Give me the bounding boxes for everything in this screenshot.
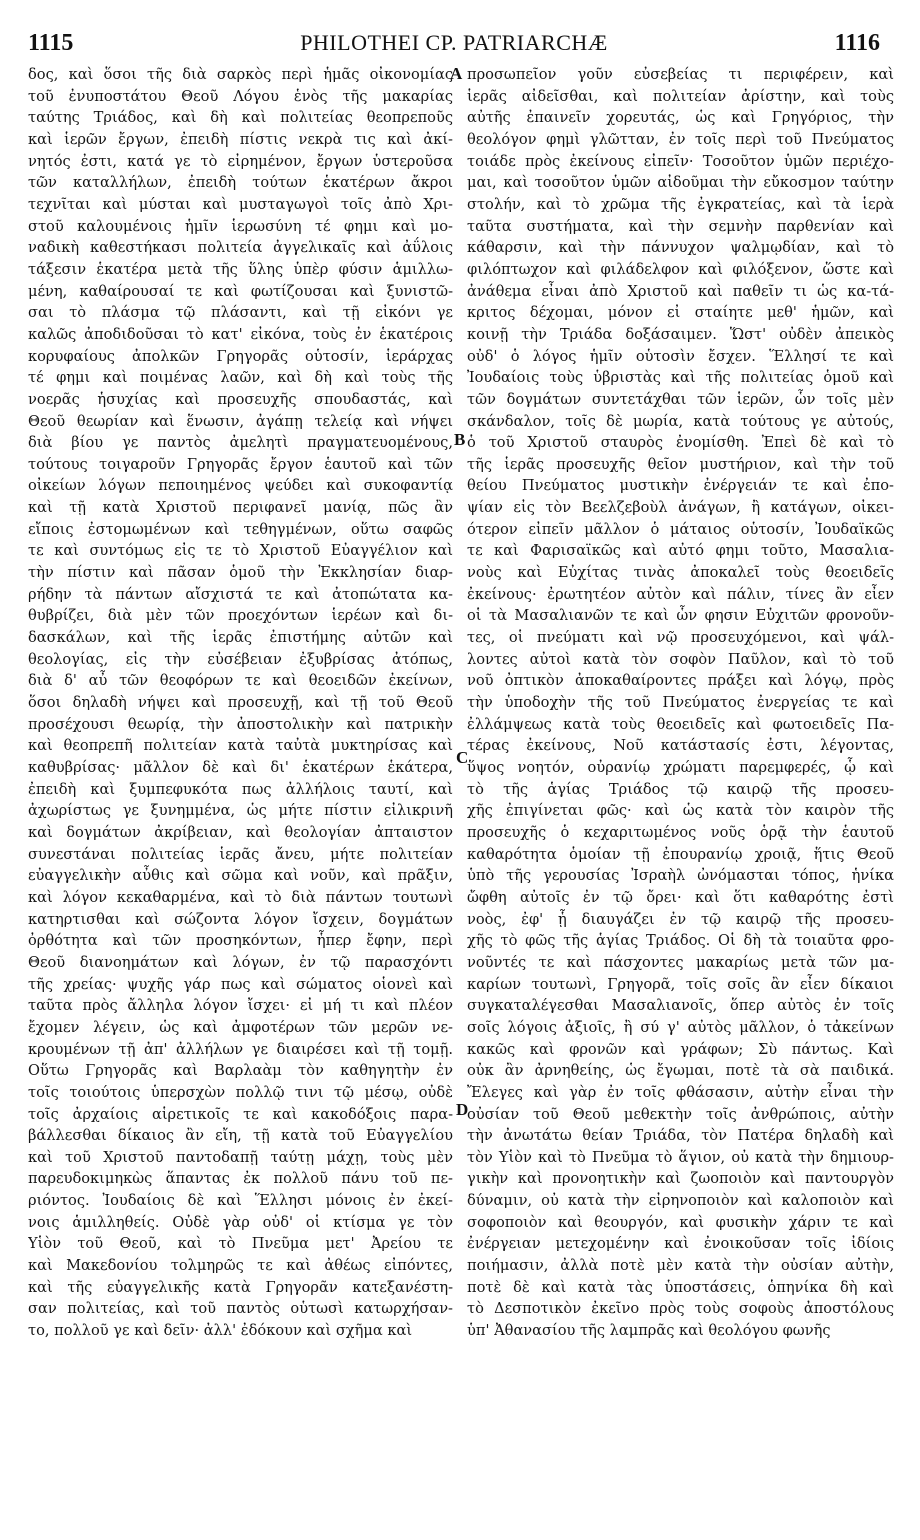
right-column (467, 64, 894, 1524)
left-column-text (28, 64, 453, 1342)
text-line: ἀχωρίστως γε ξυνημμένα, ὡς μήτε πίστιν εἰλικρινῆ (28, 802, 453, 820)
text-line: τούτους τοιγαροῦν Γρηγορᾶς ἔργον ἑαυτοῦ καὶ τῶν (28, 455, 453, 473)
text-line: νοις ἁμιλληθείς. Οὐδὲ γὰρ οὐδ' οἱ κτίσμα γε τὸν (28, 1213, 453, 1231)
text-line: το, πολλοῦ γε καὶ δεῖν· ἀλλ' ἐδόκουν καὶ σχῆμα καὶ (28, 1322, 413, 1340)
text-line: ψίαν εἰς τὸν Βεελζεβοὺλ ἀνάγων, ἢ κατάγων, οἰκει- (467, 499, 894, 517)
text-line: ὑπὸ τῆς γερουσίας Ἰσραὴλ ὠνόμασται τόπος, ἡνίκα (467, 867, 894, 885)
running-title: PHILOTHEI CP. PATRIARCHÆ (300, 30, 608, 55)
margin-marker-a: A (450, 64, 463, 83)
text-line: νοῦντές τε καὶ πάσχοντες μακαρίως μετὰ τῶν μα- (467, 953, 894, 971)
text-line: προσέχουσι θεωρίᾳ, τὴν ἀποστολικὴν καὶ πατρικὴν (28, 715, 453, 733)
text-line: χῆς ἐπιγίνεται φῶς· καὶ ὡς κατὰ τὸν καιρὸν τῆς (467, 802, 894, 820)
text-line: τῆς ἱερᾶς προσευχῆς θεῖον μυστήριον, καὶ τὴν τοῦ (467, 455, 894, 473)
text-line: μαι, καὶ τοσοῦτον ὑμῶν αἰδοῦμαι τὴν εὔκοσμον ταύτην (467, 174, 894, 192)
text-line: ριόντος. Ἰουδαίοις δὲ καὶ Ἕλλησι μόνοις ἐν ἐκεί- (28, 1192, 453, 1210)
text-line: τε καὶ συντόμως εἰς τε τὸ Χριστοῦ Εὐαγγέλιον καὶ (28, 542, 453, 560)
text-line: ταύτης Τριάδος, καὶ δὴ καὶ πολιτείας θεοπρεποῦς (28, 109, 453, 127)
text-line: ὁ τοῦ Χριστοῦ σταυρὸς ἐνομίσθη. Ἐπεὶ δὲ καὶ τὸ (467, 434, 894, 452)
text-line: τῆς χρείας· ψυχῆς γάρ πως καὶ σώματος οἱονεὶ καὶ (28, 975, 453, 993)
text-line: Ἔλεγες καὶ γὰρ ἐν τοῖς φθάσασιν, αὐτὴν εἶναι τὴν (467, 1083, 894, 1101)
text-line: ἱερᾶς αἰδεῖσθαι, καὶ πολιτείαν ἀρίστην, καὶ τοὺς (467, 87, 894, 105)
text-line: σκάνδαλον, τοῖς δὲ μωρία, κατὰ τούτους γε αὐτούς, (467, 412, 894, 430)
text-line: καὶ τοῦ Χριστοῦ παντοδαπῇ ταύτῃ μάχῃ, τοὺς μὲν (28, 1148, 453, 1166)
text-line: Υἱὸν τοῦ Θεοῦ, καὶ τὸ Πνεῦμα μετ' Ἀρείου τε (28, 1235, 453, 1253)
text-line: καὶ λόγον κεκαθαρμένα, καὶ τὸ διὰ πάντων τουτωνὶ (28, 888, 453, 906)
text-line: συνεστάναι πολιτείας ἱερᾶς ἄνευ, μήτε πολιτείαν (28, 845, 453, 863)
text-line: κριτος δέχομαι, μόνον εἰ σταίητε μεθ' ἡμῶν, καὶ (467, 304, 894, 322)
text-line: οἱ τὰ Μασαλιανῶν τε καὶ ὧν φησιν Εὐχιτῶν φρονοῦν- (467, 607, 894, 625)
text-line: τοῖς τοιούτοις ὑπερσχὼν πολλῷ τινι τῷ μέσῳ, οὐδὲ (28, 1083, 453, 1101)
text-line: τὴν ὑποδοχὴν τῆς τοῦ Πνεύματος ἐνεργείας τε καὶ (467, 694, 894, 712)
text-line: νοὺς καὶ Εὐχίτας τινὰς ἀποκαλεῖ τοὺς θεοειδεῖς (467, 564, 894, 582)
text-line: ὕψος νοητόν, οὐρανίῳ χρώματι παρεμφερές, ᾧ καὶ (467, 759, 894, 776)
text-line: τὴν πίστιν καὶ πᾶσαν ὁμοῦ τὴν Ἐκκλησίαν διαρ- (28, 564, 453, 582)
text-line: τέρας ἐκείνους, Νοῦ κατάστασίς ἐστι, λέγοντας, (467, 737, 894, 755)
text-line: ὑπ' Ἀθανασίου τῆς λαμπρᾶς καὶ θεολόγου φωνῆς (467, 1322, 831, 1340)
text-line: Ἰουδαίοις τοὺς ὑβριστὰς καὶ τῆς πολιτείας ὁμοῦ καὶ (467, 369, 894, 387)
text-line: δασκάλων, καὶ τῆς ἱερᾶς ἐπιστήμης αὐτῶν καὶ (28, 629, 453, 647)
page-header (28, 30, 880, 64)
text-line: καὶ τῇ κατὰ Χριστοῦ περιφανεῖ μανίᾳ, πῶς ἂν (28, 499, 453, 517)
text-line: προσευχῆς ὁ κεχαριτωμένος νοῦς ὁρᾷ τὴν ἑαυτοῦ (467, 823, 894, 841)
text-line: καλῶς ἀποδιδοῦσαι τὸ κατ' εἰκόνα, τοὺς ἐν ἑκατέροις (28, 325, 453, 343)
text-line: τοῖς ἀρχαίοις αἱρετικοῖς τε καὶ κακοδόξοις παρα- (28, 1105, 453, 1123)
text-line: ποιήμασιν, ἀλλὰ ποτὲ μὲν κατὰ τὴν οὐσίαν αὐτὴν, (467, 1257, 894, 1275)
text-line: οὐδ' ὁ λόγος ἡμῖν οὑτοσὶν ἔσχεν. Ἕλλησί τε καὶ (467, 347, 894, 365)
text-line: οἰκείων λόγων πεποιημένος ψεύδει καὶ συκοφαντίᾳ (28, 477, 453, 495)
text-line: σοφοποιὸν καὶ θεουργόν, καὶ φυσικὴν χάριν τε καὶ (467, 1213, 894, 1231)
text-line: κάθαρσιν, καὶ τὴν πάννυχον ψαλμῳδίαν, καὶ τὸ (467, 239, 894, 257)
text-line: ότερον εἰπεῖν μᾶλλον ὁ μάταιος οὑτοσίν, Ἰουδαϊκῶς (467, 520, 894, 538)
text-line: γικὴν καὶ προνοητικὴν καὶ ζωοποιὸν καὶ παντουργὸν (467, 1170, 894, 1188)
text-line: θυβρίζει, διὰ μὲν τῶν προεχόντων ἱερέων καὶ δι- (28, 607, 453, 625)
text-line: καθαρότητα ὁμοίαν τῇ ἐπουρανίῳ χροιᾷ, ἥτις Θεοῦ (467, 845, 894, 863)
text-line: καθυβρίσας· μᾶλλον δὲ καὶ δι' ἑκατέρων ἑκάτερα, (28, 759, 453, 776)
text-line: θεολογίας, εἰς τὴν εὐσέβειαν ἐξυβρίσας ἀτόπως, (28, 650, 453, 668)
text-line: ποτὲ δὲ καὶ κατὰ τὰς ὑποστάσεις, ὁπηνίκα δὴ καὶ (467, 1278, 894, 1296)
text-line: τέ φημι καὶ ποιμένας λαῶν, καὶ δὴ καὶ τοὺς τῆς (28, 369, 453, 387)
text-line: θεολόγον φημὶ γλῶτταν, ἐν τοῖς περὶ τοῦ Πνεύματος (467, 130, 894, 148)
text-line: παρευδοκιμηκὼς ἅπαντας ἐκ πολλοῦ πάνυ τοῦ πε- (28, 1170, 453, 1188)
text-line: τες, οἱ πνεύματι καὶ νῷ προσευχόμενοι, καὶ ψάλ- (467, 629, 894, 647)
right-column-text (467, 64, 894, 1342)
text-line: τὸ Δεσποτικὸν ἐκεῖνο πρὸς τοὺς σοφοὺς ἀποστόλους (467, 1300, 894, 1318)
text-line: μένη, καθαίρουσαί τε καὶ φωτίζουσαι καὶ ξυνιστῶ- (28, 282, 453, 300)
text-line: ἔχομεν λέγειν, ὡς καὶ ἀμφοτέρων τῶν μερῶν νε- (28, 1018, 453, 1036)
text-line: τῶν δογμάτων συντετάχθαι τῶν ἱερῶν, ὧν τοῖς μὲν (467, 390, 894, 408)
text-line: σαν πολιτείας, καὶ τοῦ παντὸς οὑτωσὶ κατωρχήσαν- (28, 1300, 453, 1318)
text-line: τε καὶ Φαρισαϊκῶς καὶ αὐτό φημι τοῦτο, Μασαλια- (467, 542, 894, 560)
text-line: δος, καὶ ὅσοι τῆς διὰ σαρκὸς περὶ ἡμᾶς οἰκονομίας (28, 66, 453, 83)
text-line: ταῦτα συστήματα, καὶ τὴν σεμνὴν παρθενίαν καὶ (467, 217, 894, 235)
text-line: εὐαγγελικὴν αὖθις καὶ σῶμα καὶ νοῦν, καὶ πρᾶξιν, (28, 867, 453, 885)
page-number-right: 1116 (834, 30, 880, 56)
text-line: οὐσίαν τοῦ Θεοῦ μεθεκτὴν τοῖς ἀνθρώποις, αὐτὴν (467, 1105, 894, 1123)
text-line: κοινῇ τὴν Τριάδα δοξάσαιμεν. Ὥστ' οὐδὲν ἀπεικὸς (467, 325, 894, 343)
text-line: τῶν καταλλήλων, ἐπειδὴ τούτων ἑκατέρων ἄκροι (28, 174, 453, 192)
text-line: καὶ δογμάτων ἀκρίβειαν, καὶ θεολογίαν ἀπταιστον (28, 823, 453, 841)
text-line: νοὸς, ἐφ' ᾗ διαυγάζει ἐν τῷ καιρῷ τῆς προσευ- (467, 910, 894, 928)
text-line: κορυφαίους ἀπολκῶν Γρηγορᾶς οὑτοσίν, ἱεράρχας (28, 347, 453, 365)
text-line: Οὕτω Γρηγορᾶς καὶ Βαρλαὰμ τὸν καθηγητὴν ἐν (28, 1062, 453, 1080)
text-line: ναδικὴ καθεστήκασι πολιτεία ἀγγελικαῖς καὶ ἀΰλοις (28, 239, 453, 257)
text-line: φιλόπτωχον καὶ φιλάδελφον καὶ φιλόξενον, ὥστε καὶ (467, 260, 894, 278)
text-line: στοῦ καλουμένοις ἡμῖν ἱερωσύνη τέ φημι καὶ μο- (28, 217, 453, 235)
text-line: καὶ Μακεδονίου τολμηρῶς τε καὶ ἀθέως εἰπόντες, (28, 1257, 453, 1275)
text-line: θείου Πνεύματος μυστικὴν ἐνέργειάν τε καὶ ἐπο- (467, 477, 894, 495)
text-line: ἐκείνους· ἐρωτητέον αὐτὸν καὶ πάλιν, τίνες ἂν εἶεν (467, 585, 894, 603)
text-line: σαι τὸ πλάσμα τῷ πλάσαντι, καὶ τῇ εἰκόνι γε (28, 304, 453, 322)
text-line: σοῖς λόγοις ἀξιοῖς, ἢ σύ γ' αὐτὸς μᾶλλον, ὁ τἀκείνων (467, 1018, 894, 1036)
text-line: τεχνῖται καὶ μύσται καὶ μυσταγωγοὶ τοῖς ἀπὸ Χρι- (28, 195, 453, 213)
text-line: κρουμένων τῇ ἀπ' ἀλλήλων γε διαιρέσει καὶ τῇ τομῇ. (28, 1040, 453, 1058)
text-line: τὴν ἀνωτάτω θείαν Τριάδα, τὸν Πατέρα δηλαδὴ καὶ (467, 1127, 894, 1145)
text-line: Θεοῦ διανοημάτων καὶ λόγων, ἐν τῷ παρασχόντι (28, 953, 453, 971)
text-line: διὰ βίου γε παντὸς ἀμελητὶ πραγματευομένους, (28, 434, 453, 452)
text-line: στολήν, καὶ τὸ χρῶμα τῆς ἐγκρατείας, καὶ τὰ ἱερὰ (467, 195, 894, 213)
left-column (28, 64, 453, 1524)
text-line: ἐπειδὴ καὶ ξυμπεφυκότα πως ἀλλήλοις ταυτί, καὶ (28, 780, 453, 798)
text-line: καὶ τῆς εὐαγγελικῆς κατὰ Γρηγορᾶν κατεξανέστη- (28, 1278, 453, 1296)
text-line: καρίων τουτωνὶ, Γρηγορᾶ, τοῖς σοῖς ἂν εἶεν δίκαιοι (467, 975, 894, 993)
text-line: χῆς τὸ φῶς τῆς ἁγίας Τριάδος. Οἱ δὴ τὰ τοιαῦτα φρο- (467, 932, 894, 950)
text-line: αὐτῆς ἐπαινεῖν χορευτάς, ὡς καὶ Γρηγόριος, τὴν (467, 109, 894, 127)
text-line: καὶ ἱερῶν ἔργων, ἐπειδὴ πίστις νεκρὰ τις καὶ ἀκί- (28, 130, 453, 148)
text-line: λοντες αὐτοὶ κατὰ τὸν σοφὸν Παῦλον, καὶ τὸ τοῦ (467, 650, 894, 668)
text-line: νοερᾶς ἡσυχίας καὶ προσευχῆς σπουδαστάς, καὶ (28, 390, 453, 408)
text-line: διὰ δ' αὖ τῶν θεοφόρων τε καὶ θεοειδῶν ἐκείνων, (28, 672, 453, 690)
text-line: νητός ἐστι, κατά γε τὸ εἰρημένον, ἔργων ὑστεροῦσα (28, 152, 453, 170)
text-line: καὶ θεοπρεπῆ πολιτείαν κατὰ ταὐτὰ μυκτηρίσας καὶ (28, 737, 453, 755)
text-line: τοῦ ἐνυποστάτου Θεοῦ Λόγου ἑνὸς τῆς μακαρίας (28, 87, 453, 105)
margin-marker-d: D (456, 1100, 469, 1119)
page-number-left: 1115 (28, 30, 74, 56)
text-line: ἐνέργειαν μετεχομένην καὶ ἐνοικοῦσαν τοῖς ἰδίοις (467, 1235, 894, 1253)
text-line: ὀρθότητα καὶ τῶν προσηκόντων, ἧπερ ἔφην, περὶ (28, 932, 453, 950)
text-line: ἐλλάμψεως κατὰ τοὺς θεοειδεῖς καὶ φωτοειδεῖς Πα- (467, 715, 894, 733)
text-line: συγκαταλέγεσθαι Μασαλιανοῖς, ὅπερ αὐτὸς ἐν τοῖς (467, 997, 894, 1015)
text-line: ὤφθη αὐτοῖς ἐν τῷ ὄρει· καὶ ὅτι καθαρότης ἐστὶ (467, 888, 894, 906)
text-line: Θεοῦ θεωρίαν καὶ ἕνωσιν, ἀγάπῃ τελείᾳ καὶ νήψει (28, 412, 453, 430)
text-line: κακῶς καὶ φρονῶν καὶ γράφων; Σὺ πάντως. Καὶ (467, 1040, 894, 1058)
text-line: προσωπεῖον γοῦν εὐσεβείας τι περιφέρειν, καὶ (467, 66, 894, 83)
text-line: βάλλεσθαι δίκαιος ἂν εἴη, τῇ κατὰ τοῦ Εὐαγγελίου (28, 1127, 453, 1145)
text-line: ταῦτα πρὸς ἄλληλα λόγον ἴσχει· εἰ μή τι καὶ πλέον (28, 997, 453, 1015)
text-line: ρήδην τὰ πάντων αἴσχιστά τε καὶ ἀτοπώτατα κα- (28, 585, 453, 603)
text-line: ὅσοι δηλαδὴ νήψει καὶ προσευχῇ, καὶ τῇ τοῦ Θεοῦ (28, 694, 453, 712)
text-line: κατηρτισθαι καὶ σώζοντα λόγον ἴσχειν, δογμάτων (28, 910, 453, 928)
margin-marker-b: B (454, 430, 466, 449)
text-line: τὸ τῆς ἁγίας Τριάδος τῷ καιρῷ τῆς προσευ- (467, 780, 894, 798)
text-line: δύναμιν, οὐ κατὰ τὴν εἰρηνοποιὸν καὶ καλοποιὸν καὶ (467, 1192, 894, 1210)
text-line: τὸν Υἱὸν καὶ τὸ Πνεῦμα τὸ ἅγιον, οὐ κατὰ τὴν δημιουρ- (467, 1148, 894, 1166)
text-line: τοιάδε πρὸς ἐκείνους εἰπεῖν· Τοσοῦτον ὑμῶν περιέχο- (467, 152, 894, 170)
margin-marker-c: C (456, 748, 469, 767)
text-line: ἀνάθεμα εἶναι ἀπὸ Χριστοῦ καὶ παθεῖν τι ὡς κα-τά- (467, 282, 894, 300)
text-line: νοῦ ὀπτικὸν ἀποκαθαίροντες πράξει καὶ λόγῳ, πρὸς (467, 672, 894, 690)
text-line: τάξεσιν ἑκατέρα μετὰ τῆς ὕλης ὑπὲρ φύσιν ἁμιλλω- (28, 260, 453, 278)
text-line: οὐκ ἂν ἀρνηθείης, ὡς ἔγωμαι, ποτὲ τὰ σὰ παιδικά. (467, 1062, 894, 1080)
text-line: εἴποις ἐστομωμένων καὶ τεθηγμένων, οὕτω σαφῶς (28, 520, 453, 538)
